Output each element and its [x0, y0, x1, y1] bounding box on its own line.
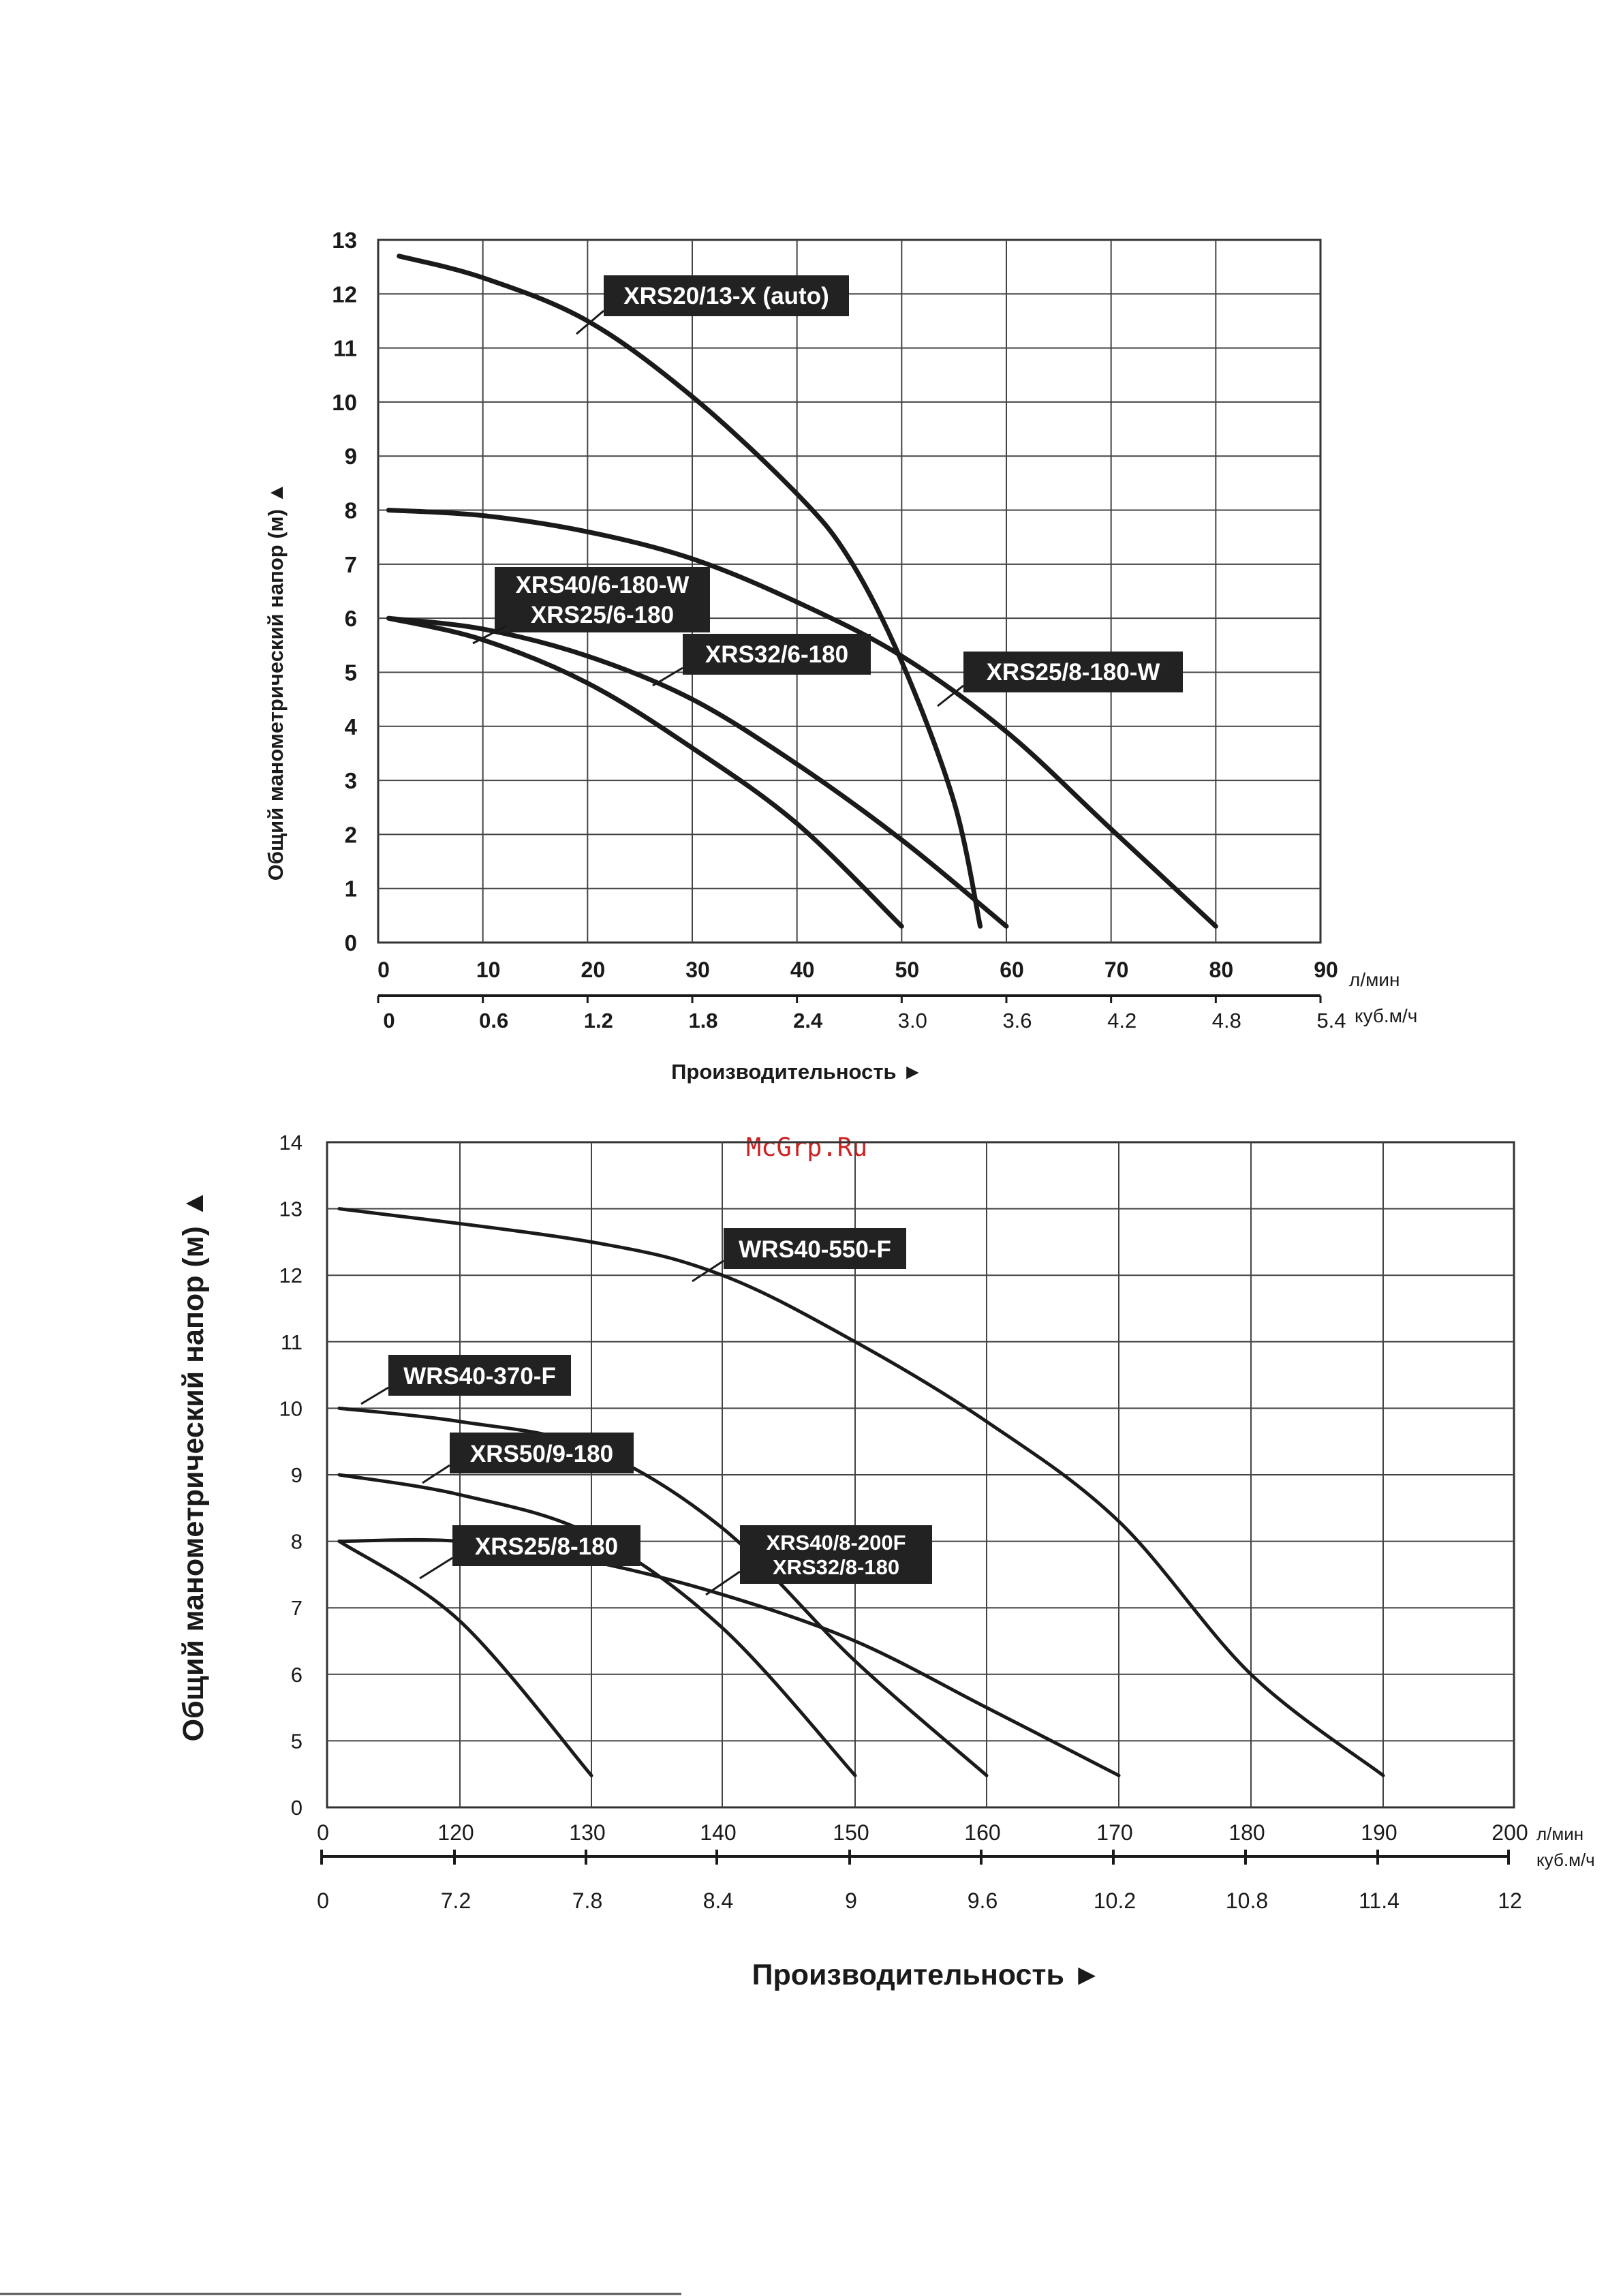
chart-1-y-tick-label: 2 [344, 822, 357, 848]
chart-2-label-xrs32-8-text: XRS32/8-180 [772, 1555, 900, 1579]
chart-2-x2-tick-label: 7.2 [440, 1888, 472, 1913]
chart-2-x-tick-label: 160 [964, 1820, 1001, 1845]
chart-1-y-tick-label: 6 [344, 606, 357, 632]
chart-1-label-xrs20-text: XRS20/13-X (auto) [623, 283, 829, 309]
chart-2-label-wrs40-370 [388, 1355, 571, 1396]
chart-1-x2-tick-label: 0.6 [479, 1009, 509, 1032]
chart-2-y-tick-label: 5 [290, 1729, 303, 1754]
chart-2-curve-0-wrs40-550-f [339, 1209, 1383, 1776]
chart-1-x-tick-label: 40 [790, 958, 815, 982]
chart-2-x-tick-label: 200 [1491, 1820, 1528, 1845]
chart-2-curve-3-xrs40-8-200f-xrs32-8-180 [339, 1540, 1119, 1775]
chart-1-label-xrs32-6 [683, 634, 871, 675]
chart-2-x2-tick-label: 11.4 [1359, 1888, 1400, 1913]
chart-2-y-tick-label: 10 [279, 1396, 303, 1421]
chart-1-x2-tick-label: 4.2 [1107, 1009, 1137, 1032]
chart-2-x-tick-label: 150 [833, 1820, 869, 1845]
chart-1-leader-xrs32-6 [653, 668, 683, 686]
chart-2 [177, 1131, 1595, 1991]
chart-2-x2-tick-label: 12 [1498, 1888, 1522, 1913]
chart-1-x-tick-label: 80 [1209, 958, 1234, 982]
chart-1-x-unit-primary: л/мин [1349, 969, 1400, 990]
chart-2-x-tick-label: 180 [1228, 1820, 1265, 1845]
chart-1-x-tick-label: 90 [1314, 958, 1338, 982]
chart-1-y-tick-label: 5 [344, 660, 357, 686]
chart-1-label-xrs25-6-text: XRS25/6-180 [530, 602, 675, 628]
chart-1-x-tick-label: 30 [685, 958, 710, 982]
chart-2-x-ticks [317, 1820, 1528, 1845]
chart-1-label-xrs40-6 [495, 567, 710, 632]
chart-2-curve-1-wrs40-370-f [339, 1408, 987, 1775]
chart-2-leader-wrs40-370 [361, 1388, 388, 1404]
chart-2-x2-tick-label: 10.2 [1093, 1888, 1137, 1913]
chart-2-curves [339, 1209, 1383, 1776]
chart-2-y-tick-label: 7 [290, 1596, 303, 1621]
chart-1-y-axis-label: Общий манометрический напор (м) ▲ [264, 482, 288, 881]
chart-1-y-tick-label: 10 [332, 389, 357, 415]
chart-2-x2-tick-label: 8.4 [702, 1888, 734, 1913]
chart-1-x2-tick-label: 3.0 [897, 1009, 927, 1032]
chart-1-y-tick-label: 0 [344, 930, 357, 955]
chart-2-label-wrs40-550 [724, 1228, 906, 1269]
chart-1-y-tick-label: 4 [344, 714, 357, 739]
chart-2-x2-ticks [317, 1850, 1522, 1913]
chart-2-curve-2-xrs50-9-180 [339, 1475, 855, 1775]
chart-1-x-tick-label: 50 [895, 958, 920, 982]
chart-1-x-unit-secondary: куб.м/ч [1355, 1005, 1418, 1026]
chart-2-y-tick-label: 8 [290, 1529, 303, 1554]
chart-1-x2-tick-label: 1.2 [583, 1009, 613, 1032]
chart-1-x-ticks [377, 958, 1338, 982]
chart-2-y-tick-label: 12 [279, 1264, 303, 1288]
chart-2-label-xrs50-9 [450, 1433, 634, 1473]
chart-1-y-tick-label: 3 [344, 768, 357, 794]
chart-2-x-tick-label: 140 [700, 1820, 737, 1845]
chart-2-y-tick-label: 9 [290, 1463, 303, 1487]
chart-2-y-tick-label: 6 [290, 1662, 303, 1687]
chart-2-x-unit-secondary: куб.м/ч [1536, 1850, 1595, 1870]
chart-1-y-tick-label: 9 [344, 444, 357, 470]
chart-2-label-xrs25-8-text: XRS25/8-180 [474, 1533, 619, 1560]
chart-1-y-tick-label: 7 [344, 551, 357, 577]
chart-2-label-wrs40-370-text: WRS40-370-F [403, 1363, 556, 1390]
chart-1-label-xrs32-6-text: XRS32/6-180 [705, 641, 849, 668]
chart-2-y-axis-label: Общий манометрический напор (м) ▲ [177, 1189, 210, 1742]
chart-2-x-tick-label: 190 [1361, 1820, 1397, 1845]
chart-1-label-xrs25-8w-text: XRS25/8-180-W [986, 659, 1160, 686]
chart-2-label-xrs40-8-text: XRS40/8-200F [766, 1531, 906, 1555]
chart-1-x2-tick-label: 2.4 [793, 1009, 823, 1032]
chart-2-x-tick-label: 170 [1096, 1820, 1133, 1845]
chart-2-leader-xrs25-8 [420, 1558, 452, 1578]
chart-2-y-tick-label: 0 [290, 1796, 303, 1820]
chart-1-label-xrs25-8w [963, 652, 1183, 692]
chart-2-leader-wrs40-550 [692, 1261, 724, 1281]
chart-2-x-axis-label: Производительность ► [752, 1959, 1102, 1991]
chart-1 [264, 228, 1417, 1084]
chart-1-x2-tick-label: 1.8 [688, 1009, 718, 1032]
chart-1-x2-tick-label: 5.4 [1316, 1009, 1346, 1032]
chart-2-x2-tick-label: 9 [845, 1888, 857, 1913]
chart-2-y-tick-label: 14 [279, 1131, 303, 1154]
chart-2-grid [327, 1142, 1514, 1807]
chart-1-x-tick-label: 20 [581, 958, 606, 982]
chart-1-x-tick-label: 60 [1000, 958, 1024, 982]
chart-1-x2-tick-label: 0 [383, 1009, 395, 1032]
chart-1-x2-ticks [378, 996, 1346, 1032]
chart-1-label-xrs20 [604, 275, 849, 316]
chart-1-x-tick-label: 70 [1104, 958, 1129, 982]
chart-2-x-unit-primary: л/мин [1536, 1824, 1584, 1844]
chart-1-x-tick-label: 10 [476, 958, 501, 982]
chart-1-y-ticks [332, 228, 357, 955]
chart-1-x2-tick-label: 3.6 [1002, 1009, 1032, 1032]
chart-2-x2-tick-label: 7.8 [572, 1888, 603, 1913]
watermark-text: McGrp.Ru [746, 1133, 868, 1162]
chart-1-y-tick-label: 13 [332, 228, 357, 253]
chart-1-y-tick-label: 11 [333, 335, 357, 361]
chart-2-x-tick-label: 130 [569, 1820, 606, 1845]
chart-1-y-tick-label: 12 [332, 281, 357, 307]
chart-2-label-xrs50-9-text: XRS50/9-180 [469, 1441, 614, 1467]
chart-1-y-tick-label: 1 [344, 876, 357, 902]
chart-2-label-xrs40-8 [740, 1525, 932, 1584]
chart-2-x-tick-label: 0 [317, 1820, 329, 1845]
chart-2-x2-tick-label: 10.8 [1225, 1888, 1269, 1913]
chart-1-x2-tick-label: 4.8 [1211, 1009, 1241, 1032]
chart-2-y-tick-label: 11 [280, 1330, 303, 1354]
chart-2-x2-tick-label: 0 [317, 1888, 329, 1913]
chart-2-y-tick-label: 13 [279, 1197, 303, 1221]
chart-1-label-xrs40-6-text: XRS40/6-180-W [515, 572, 690, 598]
chart-1-x-tick-label: 0 [377, 958, 390, 982]
chart-1-y-tick-label: 8 [344, 498, 357, 523]
chart-2-x-tick-label: 120 [437, 1820, 474, 1845]
chart-2-label-xrs25-8 [452, 1525, 640, 1566]
chart-2-x2-tick-label: 9.6 [967, 1888, 998, 1913]
chart-1-x-axis-label: Производительность ► [671, 1060, 923, 1084]
chart-2-label-wrs40-550-text: WRS40-550-F [739, 1236, 891, 1263]
chart-2-y-ticks [279, 1131, 303, 1820]
